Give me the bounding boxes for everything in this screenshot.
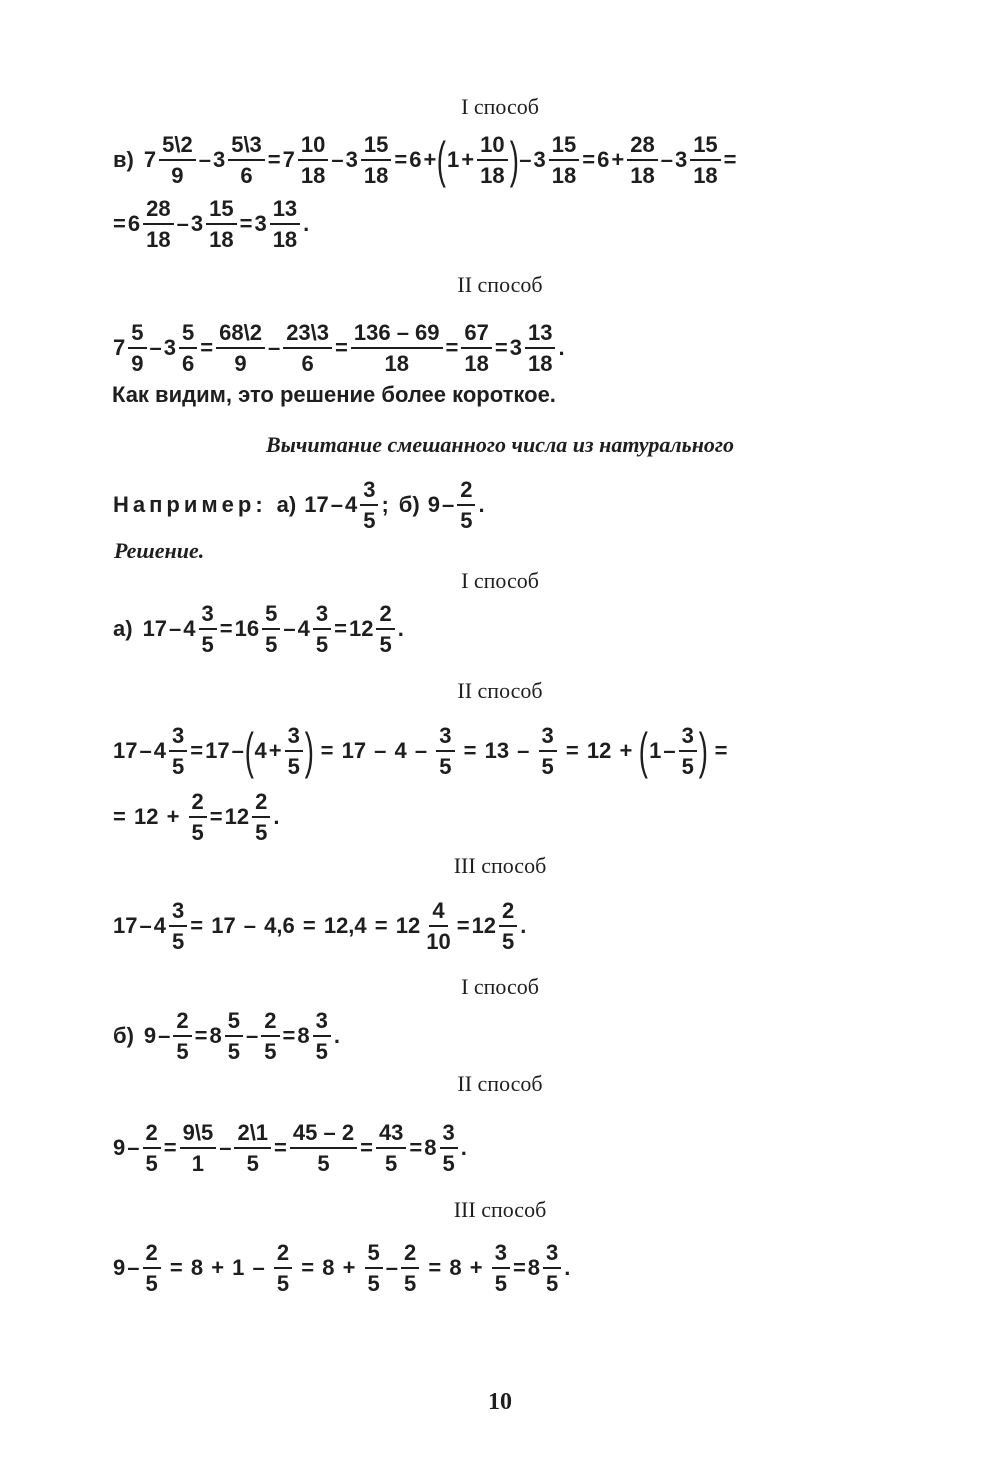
fraction: $\frac{45 - 2}{5}$: [290, 1121, 357, 1174]
method-heading-2: II способ: [457, 272, 543, 297]
fraction: $\frac{3}{5}$: [539, 724, 557, 777]
whole: 12: [133, 804, 159, 829]
whole: 3: [509, 335, 522, 360]
fraction: $\frac{2}{5}$: [274, 1241, 292, 1294]
fraction: $\frac{5\backslash 3}{6}$: [228, 133, 265, 186]
fraction: $\frac{67}{18}$: [461, 321, 491, 374]
whole: 8: [527, 1255, 541, 1280]
whole: 6: [597, 147, 610, 172]
item-label: в): [113, 147, 134, 172]
fraction: 3 5: [360, 478, 378, 531]
whole: 3: [190, 211, 204, 236]
whole: 17: [113, 738, 138, 763]
whole: 4: [344, 492, 358, 517]
equation-a-method1: а) 17 – 4 $\frac{3}{5}$ = 16 5 5 – 4 $\frac{3}{5}$ = 12 2 5 .: [113, 601, 404, 657]
item-label: а): [276, 492, 297, 517]
equation-a-method2-line1: 17 – 4 $\frac{3}{5}$ = 17 – ( 4 + $\frac{3}{5}$ ) = 17 – 4 – $\frac{3}{5}$ = 13 – $\frac{3}{5}$ = 12 + ( 1 – 3 5 ) =: [113, 723, 728, 779]
whole: 8: [449, 1255, 462, 1280]
fraction: $\frac{15}{18}$: [549, 133, 579, 186]
whole: 9: [143, 1023, 157, 1048]
fraction: $\frac{28}{18}$: [627, 133, 657, 186]
equation-a-method3: 17 – 4 $\frac{3}{5}$ = 17 – 4,6 = 12,4 = 12 $\frac{4}{10}$ = 12 2 5 .: [113, 898, 527, 954]
fraction: 2 5: [376, 602, 394, 655]
whole: 4: [297, 616, 310, 641]
method-heading-1: I способ: [461, 94, 539, 119]
whole: 7: [282, 147, 295, 172]
whole: 3: [254, 211, 267, 236]
equation-b-method3: 9 – $\frac{2}{5}$ = 8 + 1 – $\frac{2}{5}$ = 8 + $\frac{5}{5}$ – $\frac{2}{5}$ = 8 + $\frac{3}{5}$ = 8 3 5 .: [113, 1240, 571, 1296]
whole: 4: [254, 738, 267, 763]
fraction: 3 5: [679, 724, 697, 777]
whole: 3: [212, 147, 226, 172]
whole: 8: [424, 1135, 437, 1160]
equation-a-method2-line2: = 12 + $\frac{2}{5}$ = 12 2 5 .: [113, 789, 280, 845]
fraction: 5 5: [225, 1009, 243, 1062]
whole: 1: [649, 738, 662, 763]
whole: 3: [674, 147, 688, 172]
fraction: 2 5: [499, 899, 517, 952]
method-heading-7: II способ: [457, 1071, 543, 1096]
fraction: 3 5: [543, 1241, 561, 1294]
item-label: б): [113, 1023, 134, 1048]
fraction: $\frac{2\backslash 1}{5}$: [234, 1121, 271, 1174]
fraction: $\frac{15}{18}$: [690, 133, 720, 186]
fraction: $\frac{3}{5}$: [492, 1241, 510, 1294]
equation-b-method1: б) 9 – $\frac{2}{5}$ = 8 5 5 – $\frac{2}{5}$ = 8 3 5 .: [113, 1008, 341, 1064]
fraction: $\frac{3}{5}$: [169, 724, 187, 777]
fraction: $\frac{43}{5}$: [376, 1121, 406, 1174]
fraction: 2 5: [457, 478, 475, 531]
whole: 12: [586, 738, 612, 763]
whole: 17: [304, 492, 329, 517]
whole: 4: [394, 738, 407, 763]
fraction: $\frac{3}{5}$: [285, 724, 303, 777]
equation-b-method2: 9 – $\frac{2}{5}$ = $\frac{9\backslash 5}{1}$ – $\frac{2\backslash 1}{5}$ = $\frac{45 - 2}{5}$ = $\frac{43}{5}$ = 8 3 5 .: [113, 1120, 467, 1176]
whole: 7: [113, 335, 126, 360]
whole: 1: [447, 147, 460, 172]
method-heading-4: II способ: [457, 678, 543, 703]
fraction: $\frac{3}{5}$: [199, 602, 217, 655]
whole: 9: [113, 1135, 126, 1160]
whole: 12: [349, 616, 374, 641]
whole: 12: [471, 913, 497, 938]
equation-v-method2: 7 5 9 – 3 $\frac{5}{6}$ = $\frac{68\backslash 2}{9}$ – $\frac{23\backslash 3}{6}$ = $\frac{136 - 69}{18}$ = $\frac{67}{18}$ = 3 13 18 .: [113, 320, 565, 376]
fraction: 2 5: [252, 790, 270, 843]
whole: 4: [153, 913, 166, 938]
whole: 3: [533, 147, 546, 172]
whole: 9: [427, 492, 440, 517]
whole: 1: [232, 1255, 245, 1280]
whole: 8: [190, 1255, 204, 1280]
whole: 17: [113, 913, 138, 938]
decimal: 12,4: [323, 913, 367, 938]
fraction: $\frac{10}{18}$: [477, 133, 507, 186]
fraction: $\frac{4}{10}$: [426, 898, 451, 954]
fraction: $\frac{2}{5}$: [143, 1121, 161, 1174]
fraction: $\frac{23\backslash 3}{6}$: [283, 321, 332, 374]
fraction: $\frac{3}{5}$: [169, 899, 187, 952]
fraction: 13 18: [270, 197, 300, 250]
whole: 6: [127, 211, 141, 236]
fraction: 3 5: [440, 1121, 458, 1174]
item-label: а): [113, 616, 133, 641]
fraction: $\frac{3}{5}$: [436, 724, 454, 777]
fraction: $\frac{15}{18}$: [206, 197, 236, 250]
whole: 17: [341, 738, 367, 763]
fraction: 5 9: [128, 321, 146, 374]
section-title: Вычитание смешанного числа из натурального: [265, 432, 735, 457]
method-heading-6: I способ: [461, 974, 539, 999]
fraction: 5 5: [262, 602, 280, 655]
method-heading-8: III способ: [453, 1197, 547, 1222]
equation-v-line1: в) 7 5\2 9 – 3 $\frac{5\backslash 3}{6}$ = 7 10 18 – 3 $\frac{15}{18}$ = 6 + ( 1 + $\frac{10}{18}$ ) – 3 $\frac{15}{18}$ = 6 + $\frac{28}{18}$ – 3 $\frac{15}{18}$ =: [113, 132, 737, 188]
whole: 12: [224, 804, 250, 829]
whole: 17: [205, 738, 230, 763]
whole: 16: [234, 616, 260, 641]
fraction: $\frac{136 - 69}{18}$: [351, 321, 443, 374]
equation-v-line2: = 6 28 18 – 3 $\frac{15}{18}$ = 3 13 18 .: [113, 196, 310, 252]
whole: 9: [113, 1255, 126, 1280]
whole: 8: [297, 1023, 310, 1048]
whole: 17: [142, 616, 168, 641]
whole: 6: [409, 147, 422, 172]
fraction: $\frac{15}{18}$: [361, 133, 391, 186]
fraction: $\frac{3}{5}$: [313, 602, 331, 655]
fraction: $\frac{2}{5}$: [173, 1009, 191, 1062]
fraction: $\frac{5}{6}$: [179, 321, 197, 374]
example-line: Например: а) 17 – 4 3 5 ; б) 9 – 2 5 .: [113, 477, 485, 533]
fraction: $\frac{2}{5}$: [261, 1009, 279, 1062]
fraction: $\frac{68\backslash 2}{9}$: [216, 321, 265, 374]
fraction: $\frac{2}{5}$: [401, 1241, 419, 1294]
whole: 3: [163, 335, 176, 360]
whole: 8: [322, 1255, 335, 1280]
whole: 13: [484, 738, 510, 763]
whole: 17: [211, 913, 236, 938]
fraction: 28 18: [143, 197, 173, 250]
decimal: 4,6: [264, 913, 295, 938]
fraction: 3 5: [313, 1009, 331, 1062]
item-label: б): [398, 492, 420, 517]
method-heading-5: III способ: [453, 853, 547, 878]
whole: 4: [183, 616, 196, 641]
whole: 7: [143, 147, 157, 172]
method-heading-3: I способ: [461, 568, 539, 593]
fraction: 13 18: [525, 321, 555, 374]
solution-label: Решение.: [114, 538, 205, 563]
fraction: $\frac{9\backslash 5}{1}$: [180, 1121, 217, 1174]
fraction: $\frac{5}{5}$: [365, 1241, 383, 1294]
page-number: 10: [488, 1389, 512, 1415]
fraction: $\frac{2}{5}$: [143, 1241, 161, 1294]
fraction: 10 18: [298, 133, 328, 186]
fraction: $\frac{2}{5}$: [189, 790, 207, 843]
fraction: 5\2 9: [159, 133, 196, 186]
whole: 3: [345, 147, 358, 172]
whole: 12: [395, 913, 421, 938]
example-word: Например:: [113, 492, 267, 517]
whole: 4: [153, 738, 166, 763]
note-text: Как видим, это решение более короткое.: [112, 382, 556, 407]
whole: 8: [209, 1023, 222, 1048]
